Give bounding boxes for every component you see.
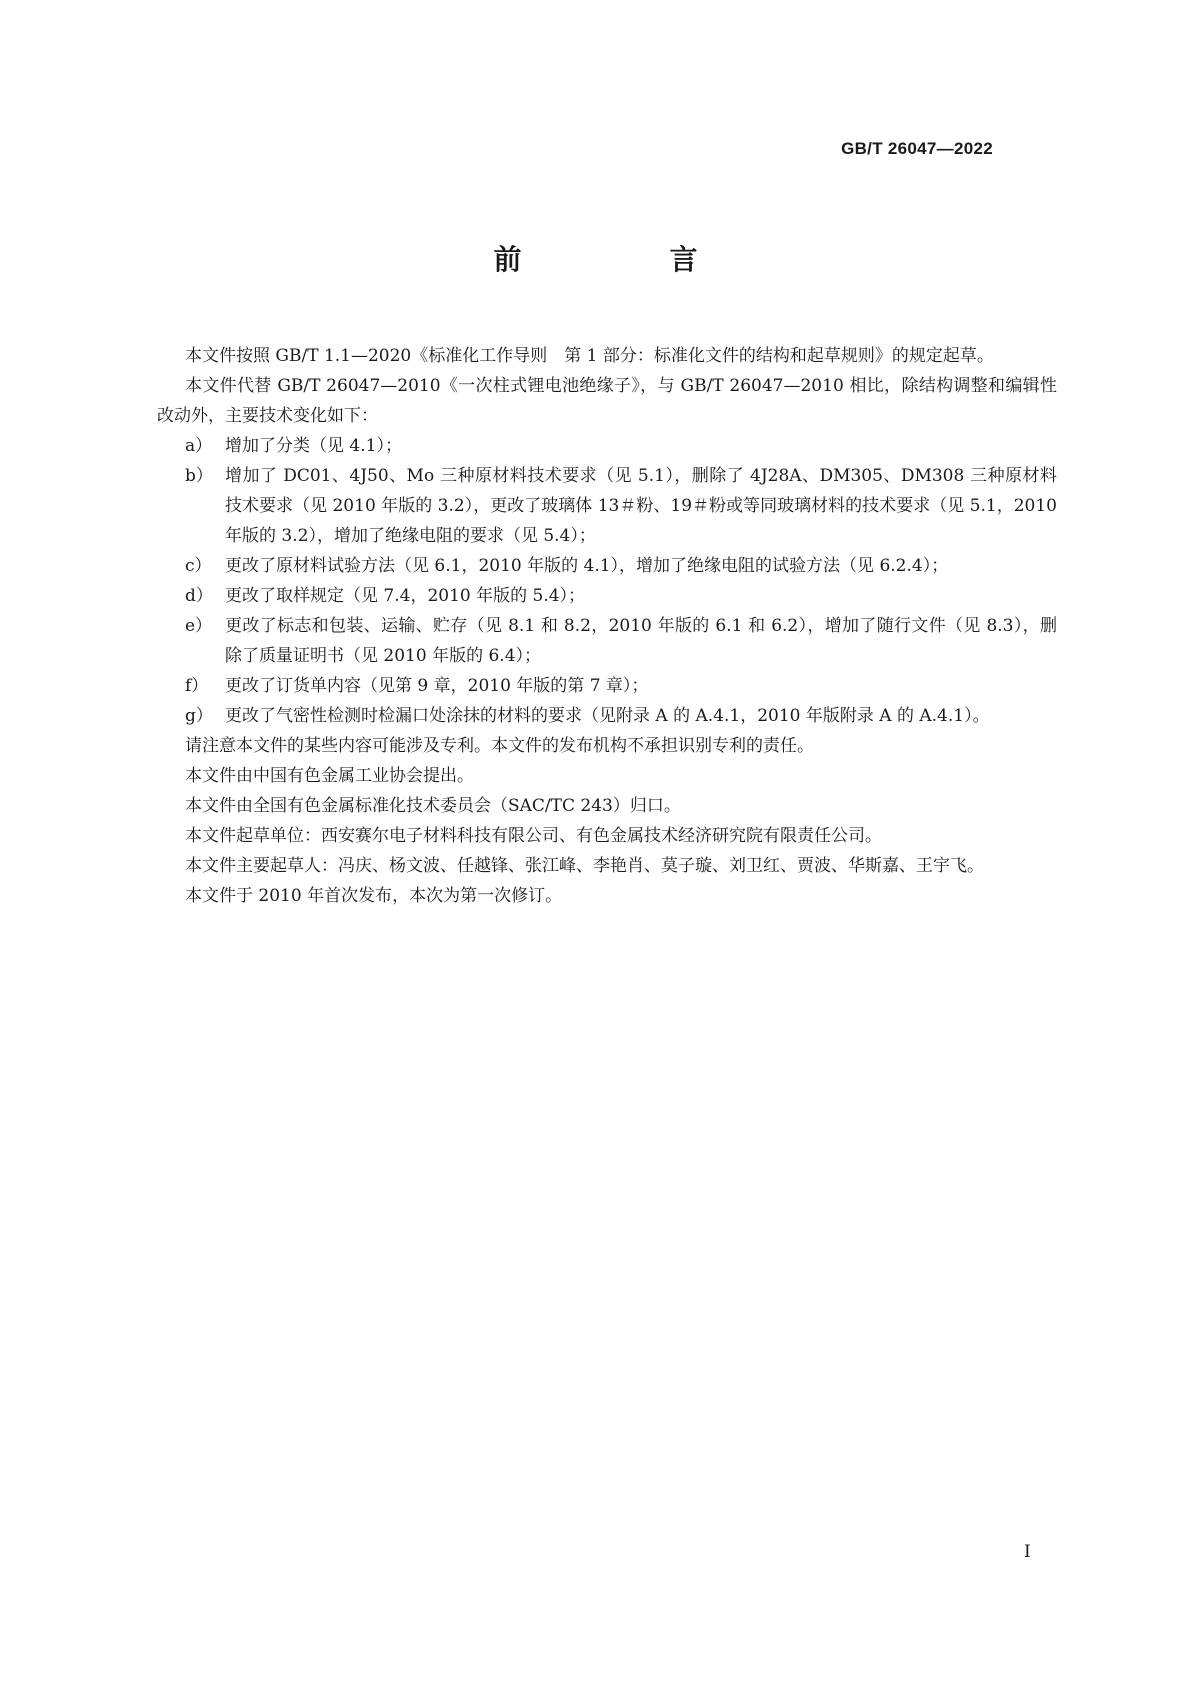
list-item [157,461,1057,551]
list-item-text: 增加了分类（见 4.1）； [225,436,402,456]
committee-statement: 本文件由全国有色金属标准化技术委员会（SAC/TC 243）归口。 [185,796,681,816]
list-item-text: 更改了标志和包装、运输、贮存（见 8.1 和 8.2，2010 年版的 6.1 和 6.2），增加了随行文件（见 8.3），删除了质量证明书（见 2010 年版的 6.4）； [225,616,1057,666]
standard-code: GB/T 26047—2022 [841,139,993,158]
list-item [157,581,1057,611]
proposer-statement: 本文件由中国有色金属工业协会提出。 [185,766,474,786]
page-title: 前 言 [493,243,758,276]
intro-paragraph: 本文件代替 GB/T 26047—2010《一次柱式锂电池绝缘子》，与 GB/T 26047—2010 相比，除结构调整和编辑性改动外，主要技术变化如下： [157,376,1057,426]
list-item-label: f） [185,676,209,696]
list-item [157,551,1057,581]
list-item-label: b） [185,466,213,486]
intro-paragraph: 本文件按照 GB/T 1.1—2020《标准化工作导则 第 1 部分：标准化文件的结构和起草规则》的规定起草。 [185,346,994,366]
foreword-body [157,341,1057,911]
list-item [157,611,1057,671]
revision-history: 本文件于 2010 年首次发布，本次为第一次修订。 [185,886,563,906]
list-item-label: c） [185,556,212,576]
list-item-label: a） [185,436,213,456]
list-item-text: 更改了气密性检测时检漏口处涂抹的材料的要求（见附录 A 的 A.4.1，2010 年版附录 A 的 A.4.1）。 [225,706,990,726]
list-item-text: 增加了 DC01、4J50、Mo 三种原材料技术要求（见 5.1），删除了 4J28A、DM305、DM308 三种原材料技术要求（见 2010 年版的 3.2），更改了玻璃体 13＃粉、19＃粉或等同玻璃材料的技术要求（见 5.1，2010 年版的 3.2），增加了绝缘电阻的要求（见 5.4）； [225,466,1057,546]
changes-list [157,431,1057,731]
list-item [157,431,1057,461]
patent-notice: 请注意本文件的某些内容可能涉及专利。本文件的发布机构不承担识别专利的责任。 [185,736,814,756]
list-item-label: d） [185,586,213,606]
list-item-label: e） [185,616,213,636]
list-item [157,671,1057,701]
list-item [157,701,1057,731]
drafting-units: 本文件起草单位：西安赛尔电子材料科技有限公司、有色金属技术经济研究院有限责任公司。 [185,826,882,846]
drafters: 本文件主要起草人：冯庆、杨文波、任越锋、张江峰、李艳肖、莫子璇、刘卫红、贾波、华斯嘉、王宇飞。 [185,856,984,876]
list-item-text: 更改了原材料试验方法（见 6.1，2010 年版的 4.1），增加了绝缘电阻的试验方法（见 6.2.4）； [225,556,949,576]
page-number: I [1024,1542,1031,1562]
list-item-text: 更改了取样规定（见 7.4，2010 年版的 5.4）； [225,586,586,606]
list-item-label: g） [185,706,213,726]
list-item-text: 更改了订货单内容（见第 9 章，2010 年版的第 7 章）； [225,676,649,696]
